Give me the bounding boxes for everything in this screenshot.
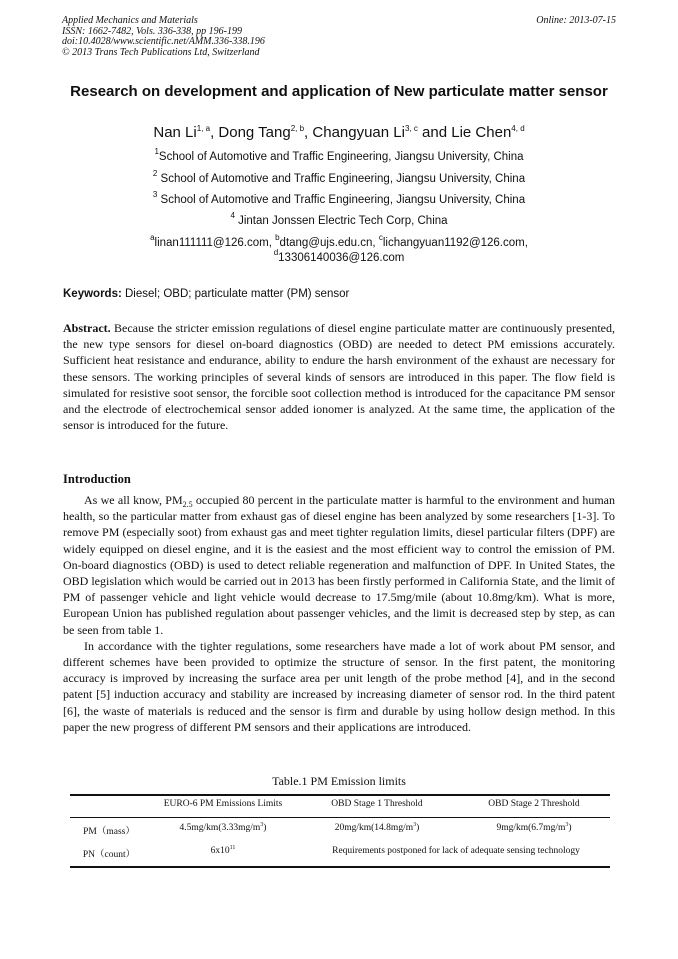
intro-paragraph-2: In accordance with the tighter regulations, some researchers have made a lot of work about PM sensor, and different schemes have been provided to optimize the structure of sensor. In the first patent, the monitoring accuracy is improved by increasing the surface area per unit length of the probe method [4], and in the second patent [5] induction accuracy and stability are increased by increasing diameter of sensor rod. In the third patent [6], the waste of materials is reduced and the sensor is firm and durable by using hollow design method. In this paper the new progress of different PM sensors and their applications are introduced. [63,638,615,734]
pm-subscript: 2.5 [182,500,193,509]
doi-line[interactable]: doi:10.4028/www.scientific.net/AMM.336-338.196 [62,36,265,47]
author-name: Dong Tang [218,124,291,141]
affiliation-text: School of Automotive and Traffic Engineering, Jiangsu University, China [157,173,526,185]
table-top-rule [70,794,610,796]
table-header-cell: OBD Stage 2 Threshold [488,799,580,809]
cell-sup: 11 [229,845,236,851]
abstract-text: Because the stricter emission regulations of diesel engine particulate matter are continuously presented, the new type sensors for diesel on-board diagnostics (OBD) are needed to detect PM emissions accurately. Sufficient heat resistance and endurance, ability to endure the harsh environment of the exhaust are necessary for these sensors. The working principles of several kinds of sensors are introduced in this paper. The flow field is simulated for resistive soot sensor, the forcible soot collection method is introduced for the capacitance PM sensor and the electrode of electrochemical sensor added ionomer is analyzed. At the same time, the application of the sensor is introduced for the future. [63,321,615,433]
email-link[interactable]: dtang@ujs.edu.cn, [279,237,379,249]
intro-text: occupied 80 percent in the particulate matter is harmful to the environment and human health, so the particular matter from exhaust gas of diesel engine has been analyzed by some researchers [1-3]. To remove PM (especially soot) from exhaust gas and meet tighter regulation limits, diesel particular filters (DPF) are widely equipped on diesel engine, and it is the easiest and the most efficient way to control the emission of PM. On-board diagnostics (OBD) is used to detect reliable regeneration and malfunction of DPF. In United States, the OBD legislation which would be carried out in 2013 has been firstly performed in California State, and the limit of PM of passenger vehicle and light vehicle would decrease to 17.5mg/mile (about 10.8mg/km). What is more, European Union has published regulation about passenger vehicles, and the limit is decreased step by step, as can be seen from table 1. [63,493,615,637]
introduction-body [63,492,615,735]
table-cell-merged: Requirements postponed for lack of adequate sensing technology [332,846,580,856]
email-list [60,233,618,266]
online-date: Online: 2013-07-15 [536,15,616,26]
paper-title: Research on development and application of New particulate matter sensor [70,83,608,100]
section-heading-introduction: Introduction [63,472,131,486]
author-name: Lie Chen [451,124,512,141]
email-link[interactable]: lichangyuan1192@126.com, [382,237,528,249]
abstract [63,320,615,433]
table-header-rule [70,817,610,818]
table-cell [148,846,298,856]
author-sep: , [304,124,313,141]
email-sup: b [275,233,280,242]
cell-sup: 3 [565,822,569,828]
affiliation-sup: 2 [152,169,158,178]
journal-header [62,16,265,58]
table-header-cell: OBD Stage 1 Threshold [331,799,423,809]
table-cell [458,823,610,833]
email-link[interactable]: 13306140036@126.com [278,252,405,264]
keywords [63,288,349,300]
email-sup: d [273,248,279,257]
email-sup: c [378,233,383,242]
author-sup: 2, b [290,124,305,133]
cell-text: ) [568,823,572,833]
cell-sup: 3 [413,822,417,828]
author-name: Nan Li [153,124,197,141]
author-sup: 1, a [196,124,211,133]
author-sep: and [417,124,452,141]
table-header-cell: EURO-6 PM Emissions Limits [163,799,283,809]
cell-text: 9mg/km(6.7mg/m [496,823,566,833]
cell-text: ) [416,823,420,833]
affiliation-sup: 3 [152,190,158,199]
table-row-label: PM（mass） [83,827,135,837]
keywords-label: Keywords: [63,288,122,300]
affiliation-text: School of Automotive and Traffic Engineering, Jiangsu University, China [157,194,526,206]
intro-paragraph-1 [63,492,615,638]
intro-text: As we all know, PM [84,493,183,507]
affiliation-2 [60,169,618,186]
author-sup: 4, d [511,124,525,133]
cell-text: 4.5mg/km(3.33mg/m [179,823,261,833]
copyright-line: © 2013 Trans Tech Publications Ltd, Switzerland [62,46,260,58]
author-sup: 3, c [404,124,418,133]
affiliation-sup: 4 [230,211,235,220]
table-caption: Table.1 PM Emission limits [272,774,406,788]
cell-text: 20mg/km(14.8mg/m [334,823,414,833]
affiliation-1 [60,147,618,164]
cell-text: 6x10 [210,846,230,856]
author-list [60,123,618,142]
affiliation-sup: 1 [154,147,159,156]
abstract-label: Abstract. [63,321,111,335]
table-cell [302,823,452,833]
journal-name: Applied Mechanics and Materials [62,15,198,26]
keywords-text: Diesel; OBD; particulate matter (PM) sensor [121,288,350,300]
author-name: Changyuan Li [312,124,405,141]
table-bottom-rule [70,866,610,868]
affiliation-text: School of Automotive and Traffic Engineering, Jiangsu University, China [158,151,524,163]
cell-sup: 3 [260,822,264,828]
affiliation-text: Jintan Jonssen Electric Tech Corp, China [234,215,448,227]
issn-line: ISSN: 1662-7482, Vols. 336-338, pp 196-199 [62,25,242,37]
email-sup: a [150,233,155,242]
author-sep: , [210,124,219,141]
table-cell [148,823,298,833]
affiliation-3 [60,190,618,207]
email-link[interactable]: linan111111@126.com, [154,237,276,249]
cell-text: ) [263,823,267,833]
affiliation-4 [60,211,618,228]
table-row-label: PN（count） [82,850,136,860]
